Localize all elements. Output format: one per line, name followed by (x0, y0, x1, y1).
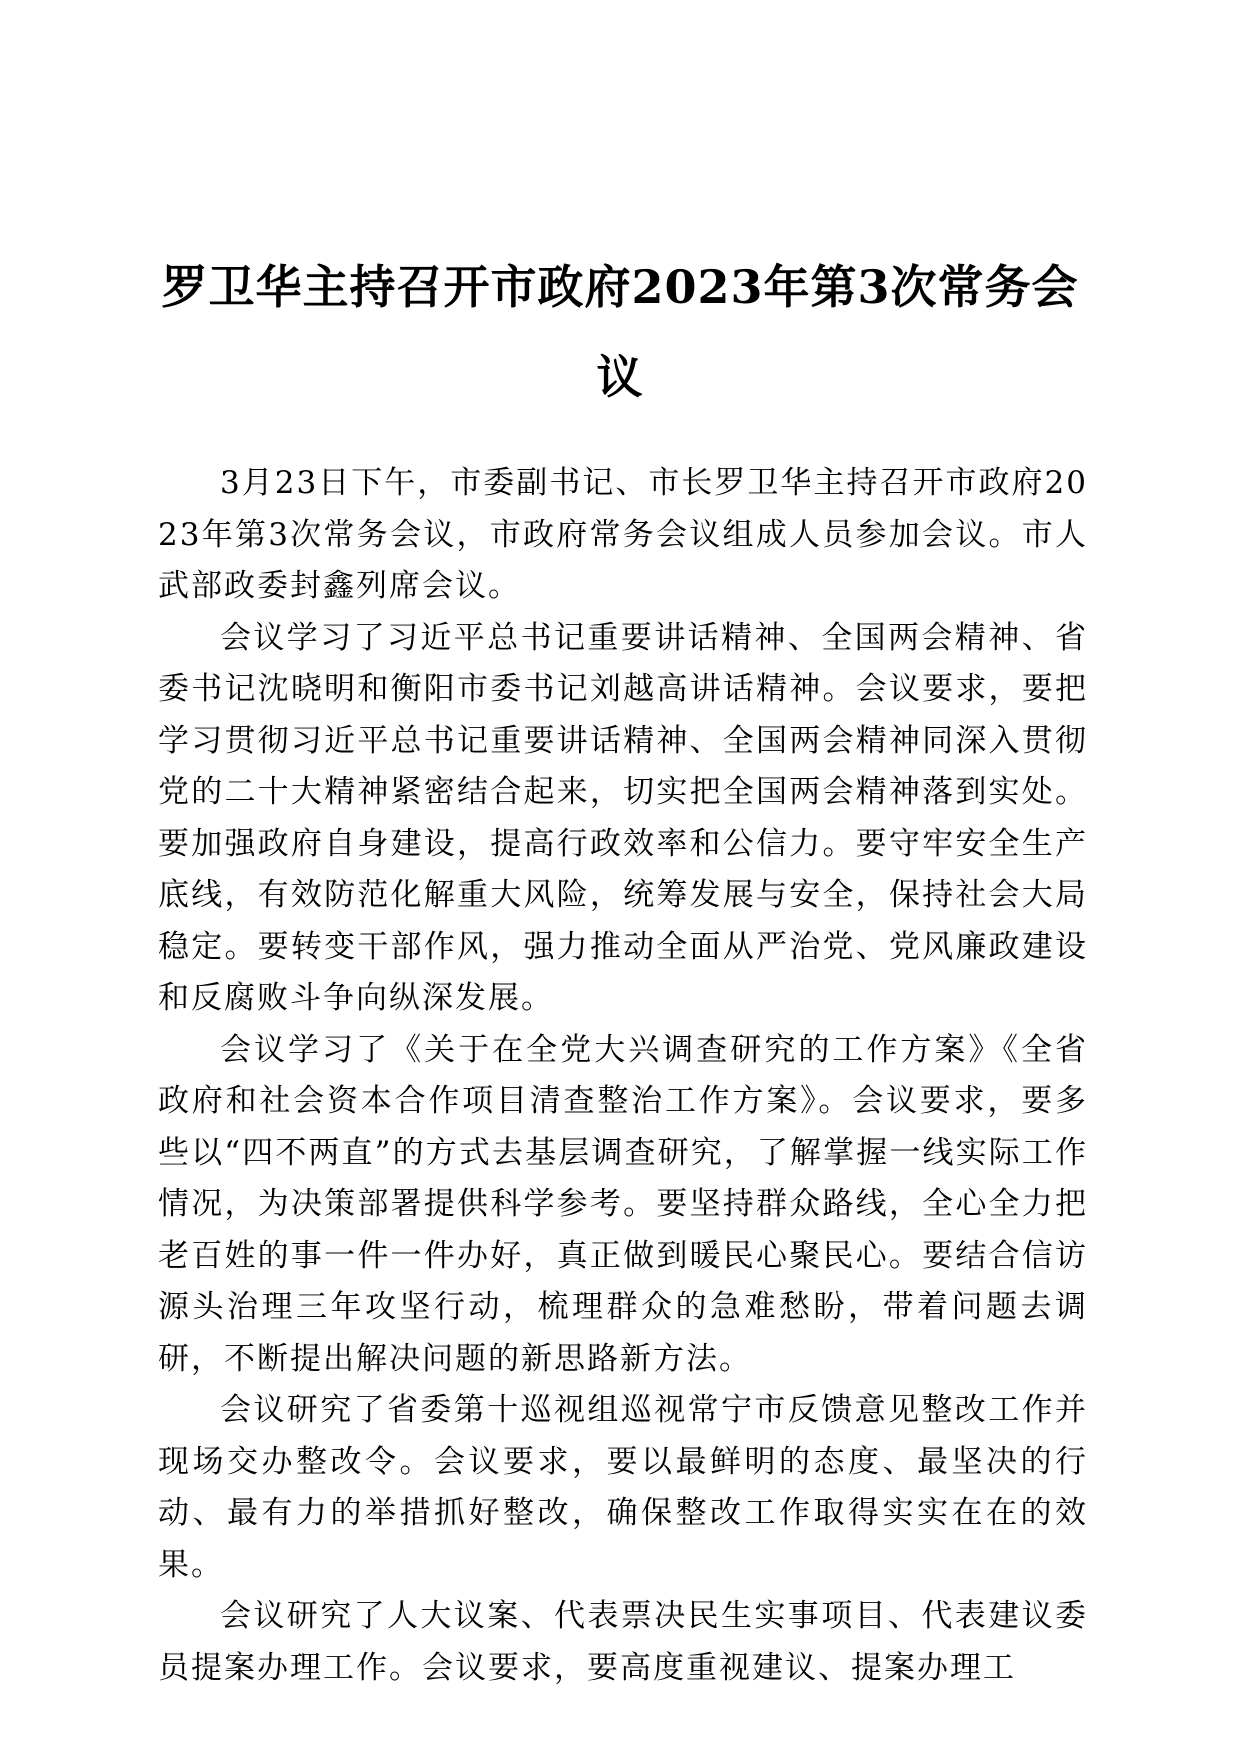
document-title-line-2: 议 (596, 350, 644, 404)
paragraph-meeting-intro: 3月23日下午，市委副书记、市长罗卫华主持召开市政府2023年第3次常务会议，市政府常务会议组成人员参加会议。市人武部政委封鑫列席会议。 (158, 465, 1088, 604)
document-title-line-1: 罗卫华主持召开市政府2023年第3次常务会 (161, 260, 1079, 314)
paragraph-proposals-handling: 会议研究了人大议案、代表票决民生实事项目、代表建议委员提案办理工作。会议要求，要高度重视建议、提案办理工 (158, 1598, 1088, 1686)
paragraph-study-work-plans: 会议学习了《关于在全党大兴调查研究的工作方案》《全省政府和社会资本合作项目清查整治工作方案》。会议要求，要多些以“四不两直”的方式去基层调查研究，了解掌握一线实际工作情况，为决策部署提供科学参考。要坚持群众路线，全心全力把老百姓的事一件一件办好，真正做到暖民心聚民心。要结合信访源头治理三年攻坚行动，梳理群众的急难愁盼，带着问题去调研，不断提出解决问题的新思路新方法。 (158, 1031, 1088, 1377)
paragraph-inspection-rectification: 会议研究了省委第十巡视组巡视常宁市反馈意见整改工作并现场交办整改令。会议要求，要以最鲜明的态度、最坚决的行动、最有力的举措抓好整改，确保整改工作取得实实在在的效果。 (158, 1392, 1088, 1583)
document-body (158, 458, 1088, 1694)
paragraph-study-speech-spirit: 会议学习了习近平总书记重要讲话精神、全国两会精神、省委书记沈晓明和衡阳市委书记刘越高讲话精神。会议要求，要把学习贯彻习近平总书记重要讲话精神、全国两会精神同深入贯彻党的二十大精神紧密结合起来，切实把全国两会精神落到实处。要加强政府自身建设，提高行政效率和公信力。要守牢安全生产底线，有效防范化解重大风险，统筹发展与安全，保持社会大局稳定。要转变干部作风，强力推动全面从严治党、党风廉政建设和反腐败斗争向纵深发展。 (158, 619, 1088, 1016)
